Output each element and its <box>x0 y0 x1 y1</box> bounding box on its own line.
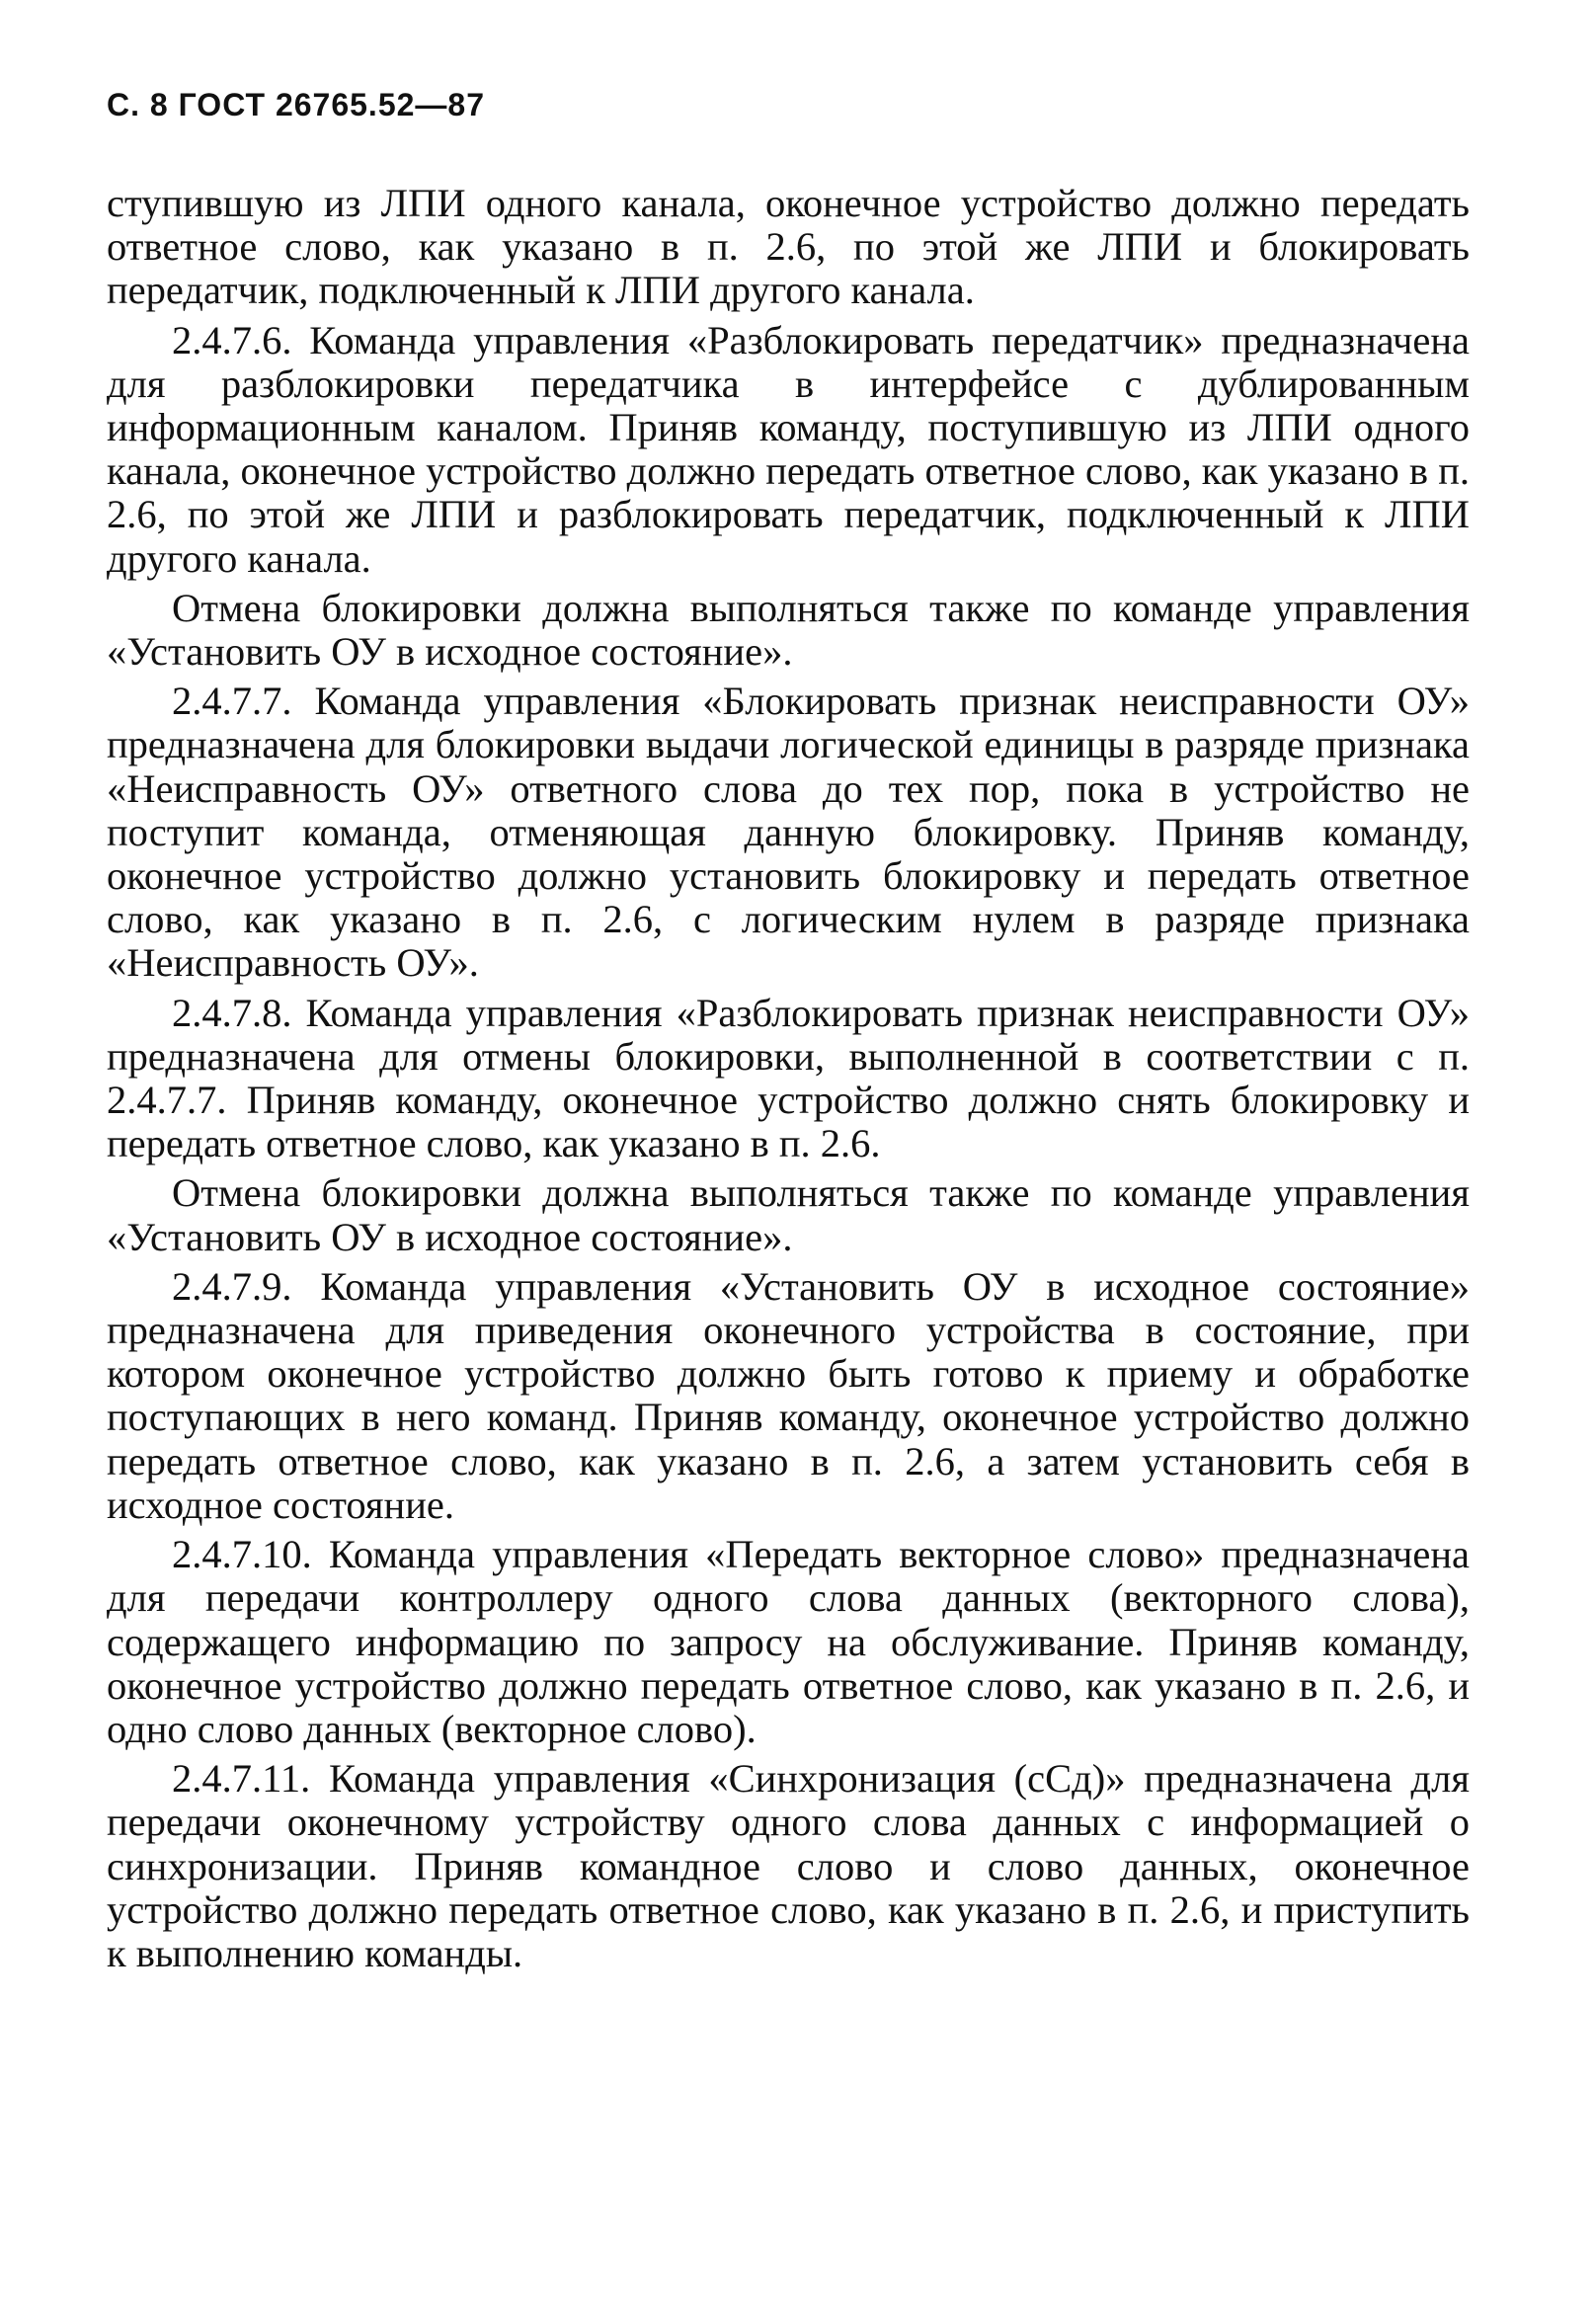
paragraph-2-4-7-9: 2.4.7.9. Команда управления «Установить ОУ в исходное состояние» предназначена для приведения оконечного устройства в состояние, при котором оконечное устройство должно быть готово к приему и обработке поступающих в него команд. Приняв команду, оконечное устройство должно передать ответное слово, как указано в п. 2.6, а затем установить себя в исходное состояние. <box>107 1263 1470 1527</box>
paragraph-continuation: ступившую из ЛПИ одного канала, оконечное устройство должно передать ответное слово, как указано в п. 2.6, по этой же ЛПИ и блокировать передатчик, подключенный к ЛПИ другого канала. <box>107 181 1470 313</box>
body-text <box>107 182 1470 1981</box>
paragraph-2-4-7-11: 2.4.7.11. Команда управления «Синхронизация (сСд)» предназначена для передачи оконечному устройству одного слова данных с информацией о синхронизации. Приняв командное слово и слово данных, оконечное устройство должно передать ответное слово, как указано в п. 2.6, и приступить к выполнению команды. <box>107 1756 1470 1975</box>
paragraph-note-unblock: Отмена блокировки должна выполняться также по команде управления «Установить ОУ в исходное состояние». <box>107 585 1470 675</box>
paragraph-2-4-7-6: 2.4.7.6. Команда управления «Разблокировать передатчик» предназначена для разблокировки передатчика в интерфейсе с дублированным информационным каналом. Приняв команду, поступившую из ЛПИ одного канала, оконечное устройство должно передать ответное слово, как указано в п. 2.6, по этой же ЛПИ и разблокировать передатчик, подключенный к ЛПИ другого канала. <box>107 317 1470 581</box>
paragraph-2-4-7-7: 2.4.7.7. Команда управления «Блокировать признак неисправности ОУ» предназначена для блокировки выдачи логической единицы в разряде признака «Неисправность ОУ» ответного слова до тех пор, пока в устройство не поступит команда, отменяющая данную блокировку. Приняв команду, оконечное устройство должно установить блокировку и передать ответное слово, как указано в п. 2.6, с логическим нулем в разряде признака «Неисправность ОУ». <box>107 679 1470 986</box>
page-header: С. 8 ГОСТ 26765.52—87 <box>107 87 485 122</box>
paragraph-2-4-7-10: 2.4.7.10. Команда управления «Передать векторное слово» предназначена для передачи контроллеру одного слова данных (векторного слова), содержащего информацию по запросу на обслуживание. Приняв команду, оконечное устройство должно передать ответное слово, как указано в п. 2.6, и одно слово данных (векторное слово). <box>107 1532 1470 1751</box>
paragraph-2-4-7-8: 2.4.7.8. Команда управления «Разблокировать признак неисправности ОУ» предназначена для отмены блокировки, выполненной в соответствии с п. 2.4.7.7. Приняв команду, оконечное устройство должно снять блокировку и передать ответное слово, как указано в п. 2.6. <box>107 990 1470 1166</box>
paragraph-note-unblock-2: Отмена блокировки должна выполняться также по команде управления «Установить ОУ в исходное состояние». <box>107 1170 1470 1259</box>
